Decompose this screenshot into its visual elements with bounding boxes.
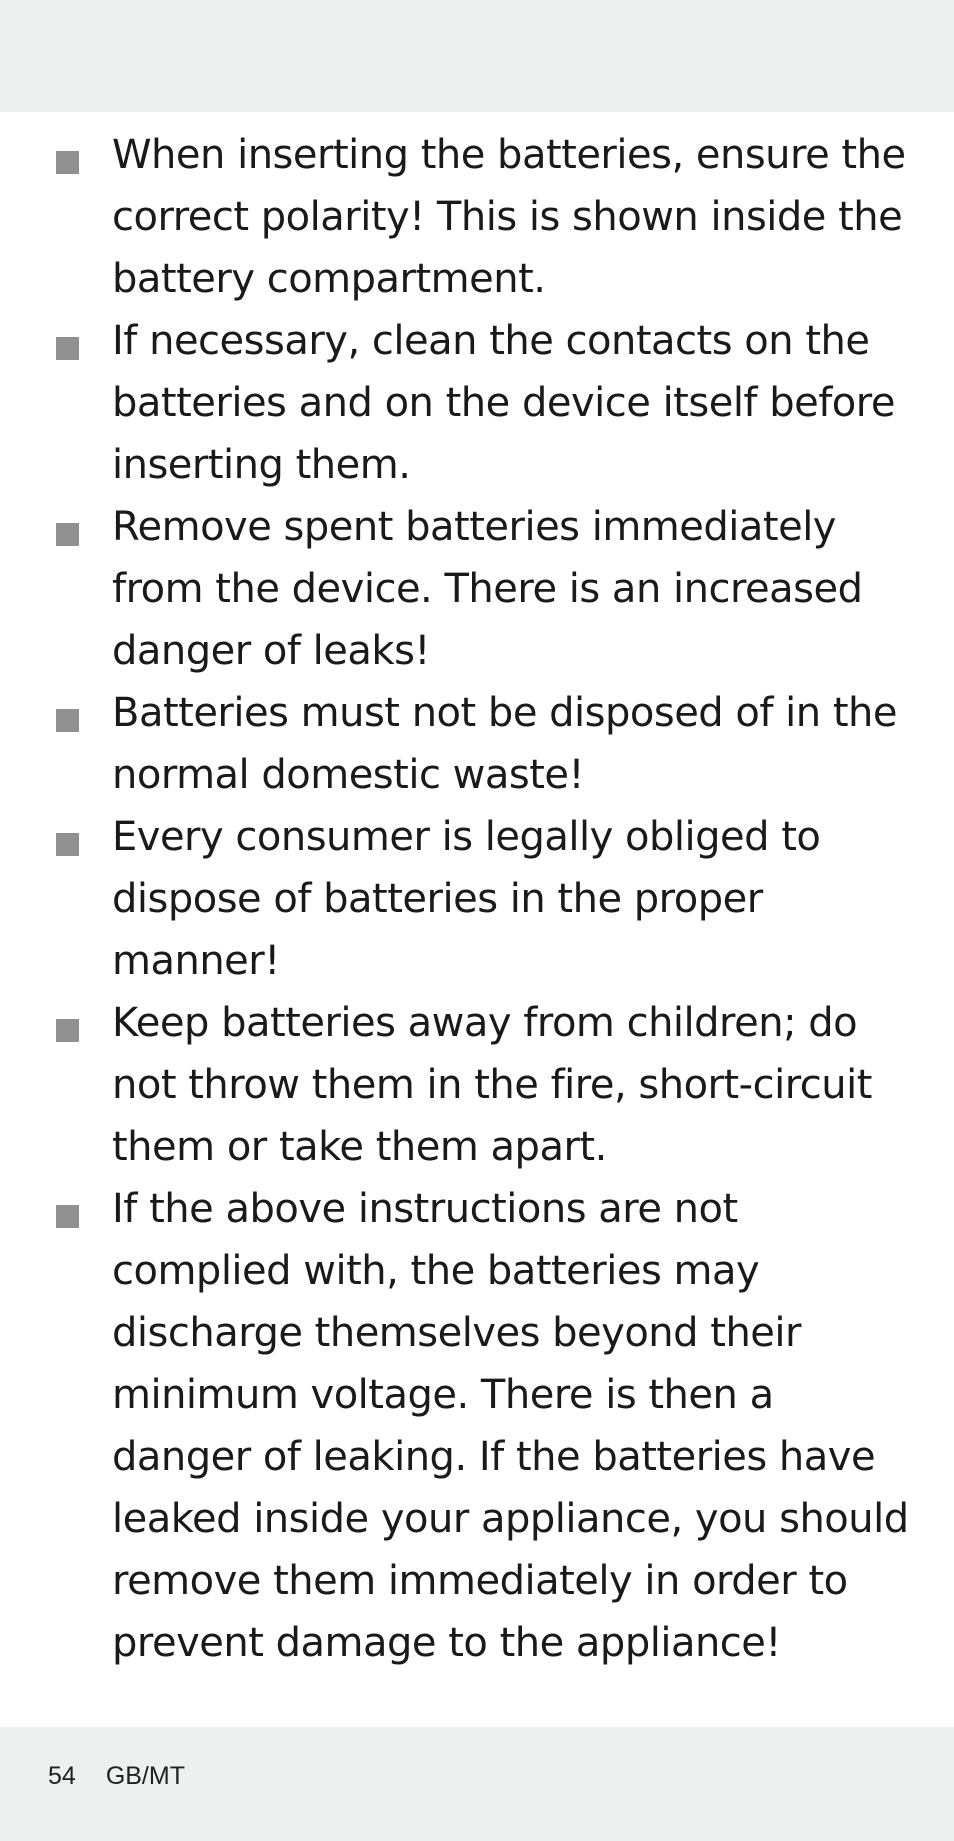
list-item — [0, 992, 954, 1178]
list-item-text: If the above instructions are not complied with, the batteries may discharge themselves beyond their minimum voltage. There is then a danger of leaking. If the batteries have leaked inside your appliance, you should remove them immediately in order to prevent damage to the appliance! — [112, 1186, 909, 1666]
list-item — [0, 806, 954, 992]
locale-label: GB/MT — [105, 1762, 185, 1790]
square-bullet-icon — [56, 523, 79, 546]
square-bullet-icon — [56, 151, 79, 174]
list-item-text: If necessary, clean the contacts on the batteries and on the device itself before inserting them. — [112, 318, 895, 488]
list-item-text: Keep batteries away from children; do not throw them in the fire, short-circuit them or take them apart. — [112, 1000, 872, 1170]
list-item — [0, 1178, 954, 1674]
list-item-text: Batteries must not be disposed of in the normal domestic waste! — [112, 690, 897, 798]
list-item — [0, 496, 954, 682]
list-item-text: Remove spent batteries immediately from the device. There is an increased danger of leaks! — [112, 504, 863, 674]
header-band — [0, 0, 954, 112]
list-item — [0, 124, 954, 310]
list-item — [0, 310, 954, 496]
square-bullet-icon — [56, 337, 79, 360]
list-item — [0, 682, 954, 806]
square-bullet-icon — [56, 709, 79, 732]
safety-instructions-list — [0, 124, 954, 1674]
square-bullet-icon — [56, 1019, 79, 1042]
list-item-text: Every consumer is legally obliged to dispose of batteries in the proper manner! — [112, 814, 821, 984]
list-item-text: When inserting the batteries, ensure the correct polarity! This is shown inside the battery compartment. — [112, 132, 906, 302]
square-bullet-icon — [56, 833, 79, 856]
page-number: 54 — [48, 1762, 76, 1790]
page-footer — [48, 1762, 185, 1791]
page-content — [0, 124, 954, 1674]
square-bullet-icon — [56, 1205, 79, 1228]
